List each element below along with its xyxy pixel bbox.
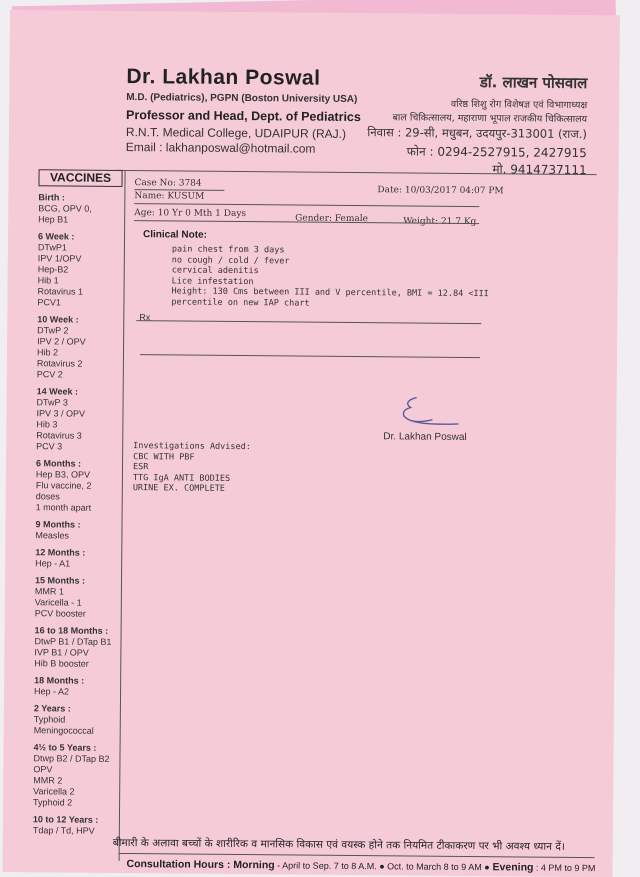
vaccination-reminder-hindi: बीमारी के अलावा बच्चों के शारीरिक व मानसिक विकास एवं वयस्क होने तक नियमित टीकाकरण पर भी अवश्य ध्यान दें।	[112, 836, 565, 853]
vaccine-item: PCV 3	[36, 441, 63, 452]
vaccine-group-heading: 14 Week :	[36, 386, 79, 397]
vaccine-group	[36, 386, 119, 453]
hindi-phone: फोन : 0294-2527915, 2427915	[406, 144, 587, 161]
vaccine-group	[37, 231, 120, 309]
vaccine-group-heading: 6 Week :	[37, 231, 75, 242]
vaccine-group	[34, 625, 116, 670]
vaccine-item: Rotavirus 3	[36, 430, 82, 441]
vaccine-item: Dtwp B2 / DTap B2	[33, 753, 110, 764]
doctor-position: Professor and Head, Dept. of Pediatrics	[126, 108, 361, 125]
investigation-item: ESR	[132, 462, 149, 473]
doctor-signature	[398, 393, 462, 430]
vaccine-group	[35, 575, 117, 620]
vaccine-group	[35, 547, 117, 570]
vaccine-item: MMR 1	[34, 586, 64, 597]
clinical-note-text	[171, 244, 489, 310]
clinical-note-line: percentile on new IAP chart	[171, 296, 310, 309]
vaccine-item: Tdap / Td, HPV	[32, 825, 95, 836]
footer-divider	[119, 853, 595, 858]
vaccine-item: IVP B1 / OPV	[34, 647, 89, 658]
consultation-label: Consultation Hours :	[126, 858, 231, 871]
vaccine-group-heading: 18 Months :	[34, 675, 85, 686]
rx-upper-line	[136, 320, 481, 324]
vaccine-group-heading: 4½ to 5 Years :	[33, 742, 97, 753]
vaccine-item: Flu vaccine, 2 doses	[35, 480, 92, 502]
patient-age: Age: 10 Yr 0 Mth 1 Days	[134, 208, 247, 220]
investigation-item: CBC WITH PBF	[133, 451, 195, 463]
vaccine-group-heading: 10 Week :	[37, 314, 79, 325]
clinical-note-line: Lice infestation	[171, 275, 254, 287]
prescription-page	[2, 10, 619, 877]
vaccine-item: DTwP 3	[36, 397, 68, 408]
hindi-hospital: बाल चिकित्सालय, महाराणा भूपाल राजकीय चिकित्सालय	[392, 112, 588, 126]
vaccine-group	[34, 675, 116, 698]
clinical-note-label: Clinical Note:	[142, 229, 207, 241]
doctor-name: Dr. Lakhan Poswal	[126, 65, 321, 90]
vaccine-group-heading: Birth :	[38, 192, 65, 203]
vaccine-item: Varicella - 1	[34, 597, 82, 608]
college-name: R.N.T. Medical College, UDAIPUR (RAJ.)	[125, 125, 347, 141]
rx-label: Rx	[139, 312, 151, 323]
vaccine-item: DTwP 2	[37, 325, 69, 336]
vaccine-item: IPV 1/OPV	[37, 253, 82, 264]
clinical-note-line: no cough / cold / fever	[171, 254, 290, 266]
hindi-designation: वरिष्ठ शिशु रोग विशेषज्ञ एवं विभागाध्यक्ष	[450, 98, 588, 112]
vaccine-item: Meningococcal	[33, 725, 94, 736]
patient-case-area	[132, 178, 604, 452]
rx-lower-line	[140, 354, 480, 358]
clinical-note-line: pain chest from 3 days	[171, 244, 285, 256]
vaccine-item: Typhoid 2	[33, 797, 73, 808]
investigation-item: URINE EX. COMPLETE	[132, 483, 225, 494]
vaccine-item: DtwP B1 / DTap B1	[34, 636, 112, 647]
evening-label: Evening	[492, 861, 534, 874]
vaccine-item: Hib 3	[36, 419, 58, 430]
vaccine-item: PCV 2	[36, 369, 63, 380]
vaccine-schedule	[33, 192, 121, 843]
vaccine-item: Hep-B2	[37, 264, 69, 275]
clinical-note-line: cervical adenitis	[171, 265, 259, 277]
vaccine-item: Hib B booster	[34, 658, 89, 669]
consultation-hours	[126, 858, 595, 874]
vaccine-item: PCV1	[37, 297, 62, 308]
vaccine-group	[33, 814, 115, 837]
vaccine-group	[37, 314, 120, 381]
evening-hours: : 4 PM to 9 PM	[533, 862, 596, 874]
investigations	[133, 441, 251, 495]
vaccine-group	[36, 458, 118, 514]
patient-name: Name: KUSUM	[134, 191, 205, 202]
doctor-email: Email : lakhanposwal@hotmail.com	[125, 140, 316, 156]
vaccine-group-heading: 6 Months :	[36, 458, 82, 469]
vaccine-group-heading: 2 Years :	[33, 703, 71, 714]
vaccine-item: Hib 1	[37, 275, 59, 286]
vaccine-group-heading: 12 Months :	[35, 547, 86, 558]
vaccine-item: IPV 2 / OPV	[37, 336, 86, 347]
hindi-mobile: मो. 9414737111	[492, 162, 587, 178]
vaccine-item: Hib 2	[36, 347, 59, 358]
hindi-address: निवास : 29-सी, मधुबन, उदयपुर-313001 (राज.)	[367, 125, 588, 142]
vaccine-item: DTwP1	[37, 242, 67, 253]
vaccine-item: Hep B1	[38, 214, 69, 225]
investigation-item: TTG IgA ANTI BODIES	[132, 472, 231, 484]
vaccine-item: Rotavirus 2	[36, 358, 83, 369]
vaccine-group-heading: 10 to 12 Years :	[32, 814, 99, 825]
hindi-doctor-name: डॉ. लाखन पोसवाल	[479, 73, 588, 93]
vaccine-group	[38, 192, 120, 226]
patient-weight: Weight: 21.7 Kg	[403, 216, 477, 228]
morning-hours: - April to Sep. 7 to 8 A.M. ● Oct. to March 8 to 9 AM ●	[274, 860, 490, 873]
vaccine-item: Typhoid	[33, 714, 66, 725]
vaccine-item: Hep - A2	[34, 686, 70, 697]
vaccine-item: BCG, OPV 0,	[38, 203, 92, 214]
clinical-note-line: Height: 130 Cms between III and V percentile, BMI = 12.84 <III	[171, 286, 489, 300]
vaccine-item: IPV 3 / OPV	[36, 408, 86, 419]
vaccine-group-heading: 15 Months :	[34, 575, 86, 586]
case-number: Case No: 3784	[134, 178, 202, 189]
vaccine-group	[34, 703, 116, 737]
vaccine-item: Hep - A1	[35, 558, 71, 569]
vaccine-group	[35, 519, 117, 542]
vaccine-item: OPV	[33, 764, 53, 775]
doctor-degrees: M.D. (Pediatrics), PGPN (Boston University USA)	[126, 92, 358, 106]
vaccine-item: Hep B3, OPV	[35, 469, 91, 480]
signature-name: Dr. Lakhan Poswal	[383, 431, 467, 444]
vaccine-item: 1 month apart	[35, 502, 92, 513]
vaccine-item: PCV booster	[34, 608, 86, 619]
vaccines-title: VACCINES	[38, 169, 122, 187]
vaccine-group	[33, 742, 116, 809]
vaccine-item: Measles	[35, 530, 69, 541]
vaccine-group-heading: 16 to 18 Months :	[34, 625, 109, 636]
vaccine-group-heading: 9 Months :	[35, 519, 81, 530]
vaccine-item: Varicella 2	[33, 786, 75, 797]
morning-label: Morning	[233, 858, 275, 872]
vaccine-item: Rotavirus 1	[37, 286, 84, 297]
visit-date: Date: 10/03/2017 04:07 PM	[377, 185, 504, 197]
name-underline	[134, 203, 479, 207]
investigations-label: Investigations Advised:	[133, 441, 251, 453]
vaccine-item: MMR 2	[33, 775, 63, 786]
patient-gender: Gender: Female	[295, 213, 369, 225]
